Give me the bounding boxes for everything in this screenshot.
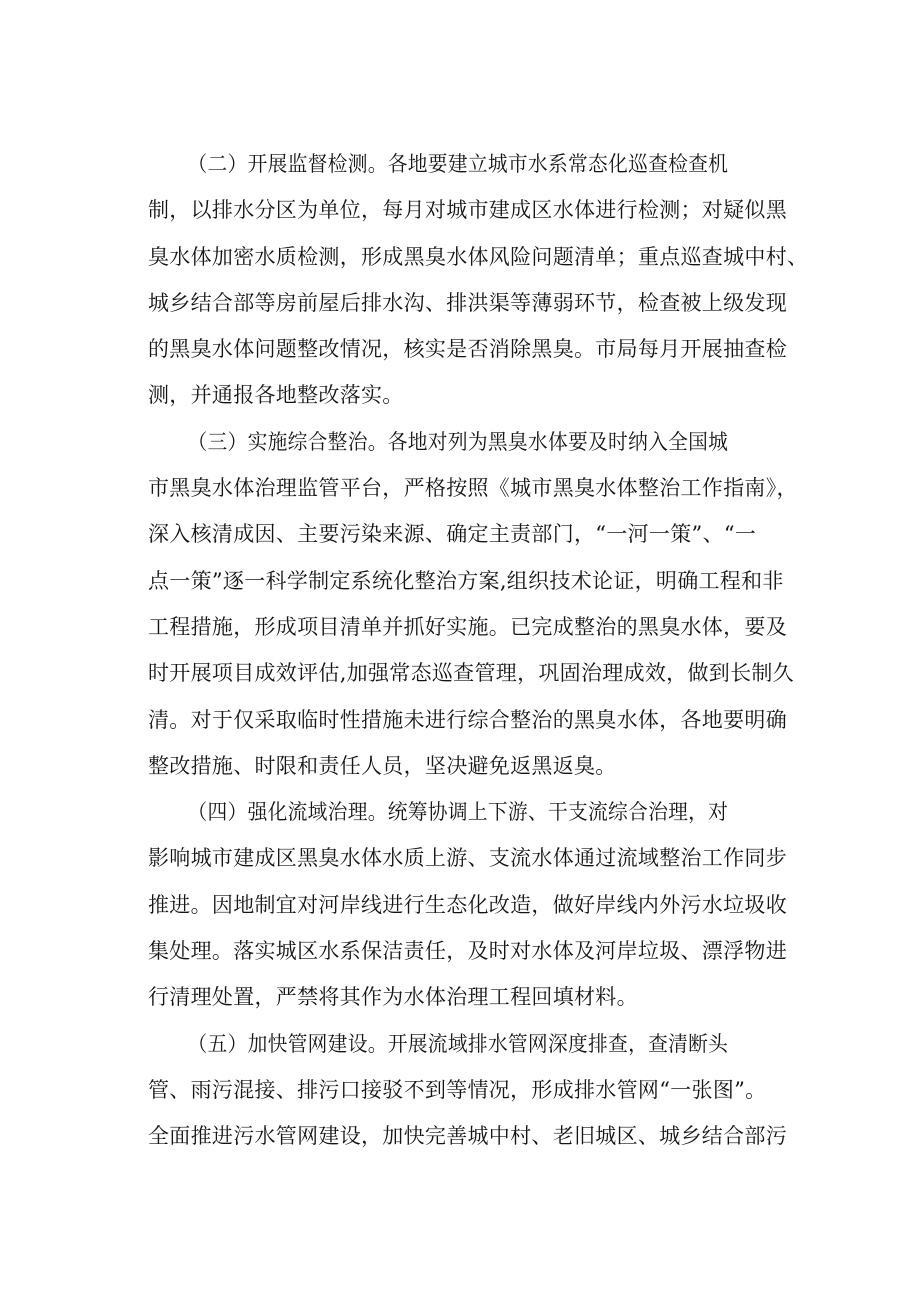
- document-body: [148, 141, 808, 1160]
- text-line: 工程措施，形成项目清单并抓好实施。已完成整治的黑臭水体，要及: [148, 614, 787, 639]
- text-line: （二）开展监督检测。各地要建立城市水系常态化巡查检查机: [187, 152, 729, 176]
- text-line: 影响城市建成区黑臭水体水质上游、支流水体通过流域整治工作同步: [148, 846, 787, 871]
- text-line: 行清理处置，严禁将其作为水体治理工程回填材料。: [148, 985, 638, 1010]
- text-line: 集处理。落实城区水系保洁责任，及时对水体及河岸垃圾、漂浮物进: [148, 939, 787, 964]
- paragraph-remediation: [148, 419, 808, 789]
- text-line: 全面推进污水管网建设，加快完善城中村、老旧城区、城乡结合部污: [148, 1124, 787, 1149]
- text-line: 整改措施、时限和责任人员，坚决避免返黑返臭。: [148, 753, 617, 778]
- paragraph-watershed: [148, 789, 808, 1020]
- text-line: 臭水体加密水质检测，形成黑臭水体风险问题清单；重点巡查城中村、: [148, 244, 809, 269]
- text-line: 点一策”逐一科学制定系统化整治方案,组织技术论证，明确工程和非: [148, 568, 784, 593]
- text-line: （三）实施综合整治。各地对列为黑臭水体要及时纳入全国城: [187, 429, 729, 454]
- text-line: 时开展项目成效评估,加强常态巡查管理，巩固治理成效，做到长制久: [148, 661, 794, 686]
- text-line: 市黑臭水体治理监管平台，严格按照《城市黑臭水体整治工作指南》，: [148, 476, 798, 501]
- text-line: 推进。因地制宜对河岸线进行生态化改造，做好岸线内外污水垃圾收: [148, 892, 787, 917]
- paragraph-pipe-network: [148, 1021, 808, 1160]
- text-line: 管、雨污混接、排污口接驳不到等情况，形成排水管网“一张图”。: [148, 1077, 767, 1102]
- text-line: 城乡结合部等房前屋后排水沟、排洪渠等薄弱环节，检查被上级发现: [148, 290, 787, 315]
- text-line: 测，并通报各地整改落实。: [148, 383, 404, 408]
- paragraph-monitoring: [148, 141, 808, 419]
- text-line: 的黑臭水体问题整改情况，核实是否消除黑臭。市局每月开展抽查检: [148, 337, 787, 362]
- text-line: （四）强化流域治理。统筹协调上下游、干支流综合治理，对: [187, 800, 729, 825]
- text-line: 深入核清成因、主要污染来源、确定主责部门，“一河一策”、“一: [148, 522, 757, 547]
- text-line: 制，以排水分区为单位，每月对城市建成区水体进行检测；对疑似黑: [148, 198, 787, 223]
- text-line: 清。对于仅采取临时性措施未进行综合整治的黑臭水体，各地要明确: [148, 707, 787, 732]
- text-line: （五）加快管网建设。开展流域排水管网深度排查，查清断头: [187, 1031, 729, 1056]
